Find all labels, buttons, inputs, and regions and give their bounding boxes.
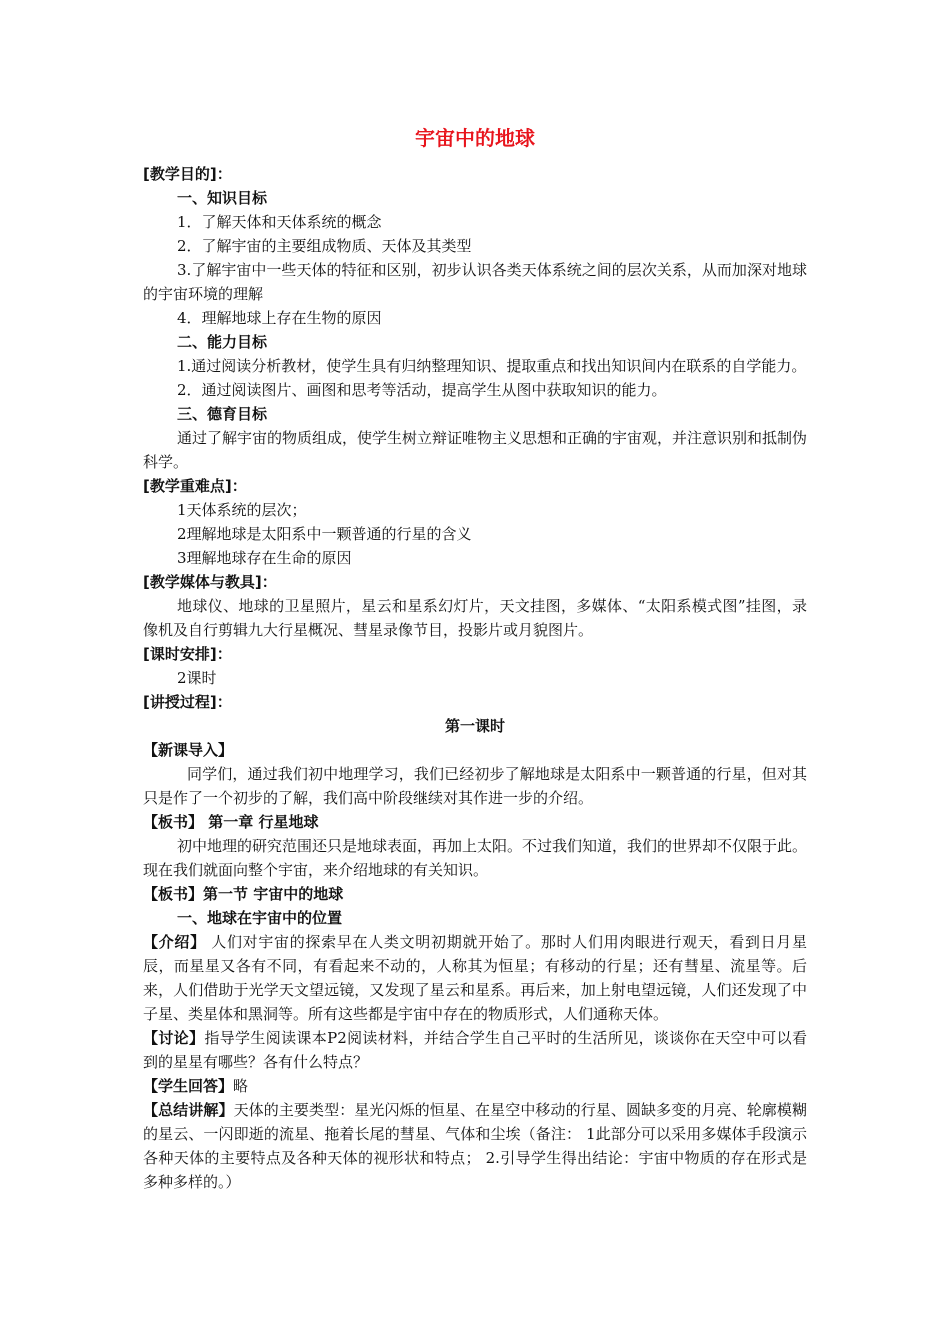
moral-text: 通过了解宇宙的物质组成，使学生树立辩证唯物主义思想和正确的宇宙观，并注意识别和抵制伪科学。 bbox=[143, 429, 808, 471]
knowledge-heading: 一、知识目标 bbox=[177, 189, 268, 207]
intro-tag: 【新课导入】 bbox=[143, 741, 234, 759]
knowledge-item: 1．了解天体和天体系统的概念 bbox=[177, 213, 382, 231]
answer-tag: 【学生回答】 bbox=[143, 1077, 234, 1095]
summary-text: 天体的主要类型：星光闪烁的恒星、在星空中移动的行星、圆缺多变的月亮、轮廓模糊的星云、一闪即逝的流星、拖着长尾的彗星、气体和尘埃（备注： 1此部分可以采用多媒体手段演示各种天体的主要特点及各种天体的视形状和特点； 2.引导学生得出结论：宇宙中物质的存在形式是多种多样的。） bbox=[143, 1101, 807, 1191]
media-heading: [教学媒体与教具]： bbox=[143, 573, 277, 591]
schedule-text: 2课时 bbox=[177, 669, 217, 687]
document-page bbox=[143, 118, 807, 1194]
board1-tag: 【板书】 bbox=[143, 813, 204, 831]
answer-para bbox=[143, 1074, 807, 1098]
process-heading: [讲授过程]： bbox=[143, 693, 232, 711]
ability-item: 2．通过阅读图片、画图和思考等活动，提高学生从图中获取知识的能力。 bbox=[177, 381, 667, 399]
key-point-item: 3理解地球存在生命的原因 bbox=[177, 549, 352, 567]
intro2-para bbox=[143, 930, 807, 1026]
moral-heading: 三、德育目标 bbox=[177, 405, 268, 423]
intro2-tag: 【介绍】 bbox=[143, 933, 206, 951]
board2-line bbox=[143, 882, 807, 906]
media-text: 地球仪、地球的卫星照片，星云和星系幻灯片，天文挂图，多媒体、“太阳系模式图”挂图，录像机及自行剪辑九大行星概况、彗星录像节目，投影片或月貌图片。 bbox=[143, 597, 807, 639]
summary-tag: 【总结讲解】 bbox=[143, 1101, 234, 1119]
summary-para bbox=[143, 1098, 807, 1194]
key-points-heading: [教学重难点]： bbox=[143, 477, 247, 495]
knowledge-item: 3.了解宇宙中一些天体的特征和区别，初步认识各类天体系统之间的层次关系，从而加深对地球的宇宙环境的理解 bbox=[143, 261, 807, 303]
intro-text: 同学们，通过我们初中地理学习，我们已经初步了解地球是太阳系中一颗普通的行星，但对其只是作了一个初步的了解，我们高中阶段继续对其作进一步的介绍。 bbox=[143, 765, 807, 807]
key-point-item: 1天体系统的层次； bbox=[177, 501, 307, 519]
key-point-item: 2理解地球是太阳系中一颗普通的行星的含义 bbox=[177, 525, 472, 543]
section1-heading: 一、地球在宇宙中的位置 bbox=[177, 909, 343, 927]
para1-text: 初中地理的研究范围还只是地球表面，再加上太阳。不过我们知道，我们的世界却不仅限于此。现在我们就面向整个宇宙，来介绍地球的有关知识。 bbox=[143, 837, 808, 879]
board1-text: 第一章 行星地球 bbox=[203, 813, 319, 831]
discuss-para bbox=[143, 1026, 807, 1074]
lesson-title: 第一课时 bbox=[444, 717, 505, 735]
ability-heading: 二、能力目标 bbox=[177, 333, 268, 351]
board2-text: 第一节 宇宙中的地球 bbox=[203, 885, 344, 903]
discuss-text: 指导学生阅读课本P2阅读材料，并结合学生自己平时的生活所见，谈谈你在天空中可以看到的星星有哪些？各有什么特点？ bbox=[143, 1029, 807, 1071]
schedule-heading: [课时安排]： bbox=[143, 645, 232, 663]
answer-text: 略 bbox=[233, 1077, 249, 1095]
knowledge-item: 2．了解宇宙的主要组成物质、天体及其类型 bbox=[177, 237, 472, 255]
board1-line bbox=[143, 810, 807, 834]
knowledge-item: 4．理解地球上存在生物的原因 bbox=[177, 309, 382, 327]
ability-item: 1.通过阅读分析教材，使学生具有归纳整理知识、提取重点和找出知识间内在联系的自学能力。 bbox=[177, 357, 807, 375]
board2-tag: 【板书】 bbox=[143, 885, 204, 903]
document-title: 宇宙中的地球 bbox=[415, 126, 535, 150]
discuss-tag: 【讨论】 bbox=[143, 1029, 205, 1047]
intro2-text: 人们对宇宙的探索早在人类文明初期就开始了。那时人们用肉眼进行观天，看到日月星辰，而星星又各有不同，有看起来不动的，人称其为恒星；有移动的行星；还有彗星、流星等。后来，人们借助于光学天文望远镜，又发现了星云和星系。再后来，加上射电望远镜，人们还发现了中子星、类星体和黑洞等。所有这些都是宇宙中存在的物质形式，人们通称天体。 bbox=[143, 933, 807, 1023]
objectives-heading: [教学目的]： bbox=[143, 165, 232, 183]
